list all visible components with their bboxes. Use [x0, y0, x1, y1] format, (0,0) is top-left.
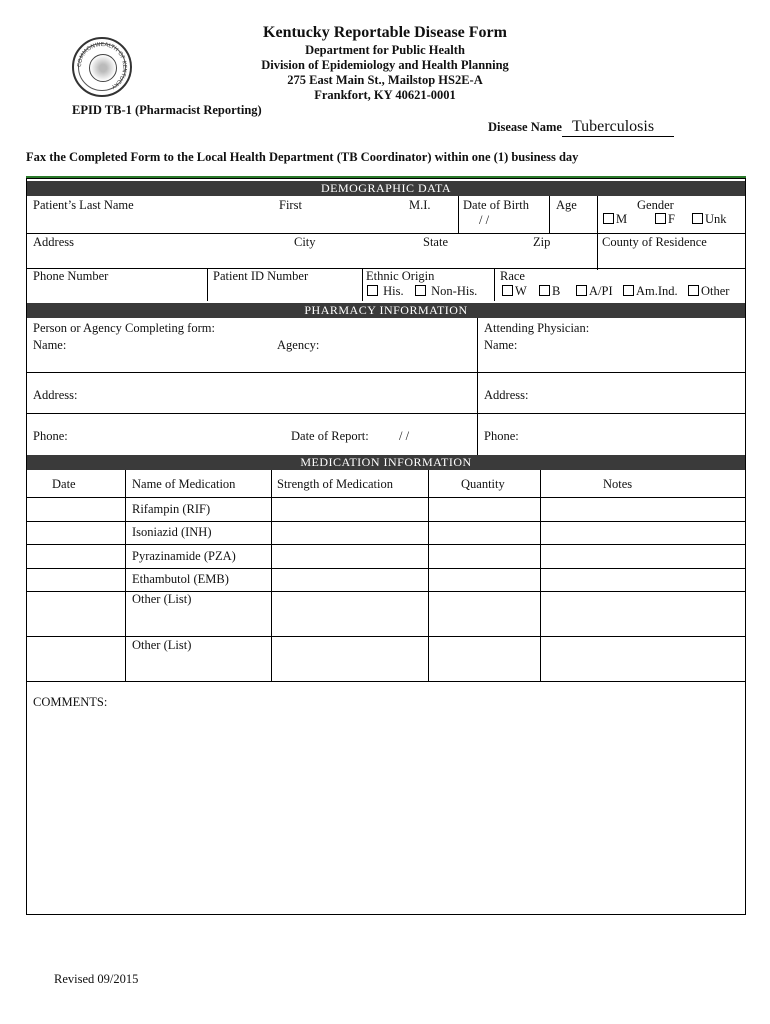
agency-label: Agency: — [277, 338, 320, 352]
gender-f-checkbox[interactable]: F — [655, 212, 675, 227]
comments-label: COMMENTS: — [33, 695, 108, 709]
dob-field[interactable]: / / — [479, 213, 490, 227]
division-name: Division of Epidemiology and Health Planning — [261, 58, 509, 72]
col-medication-header: Name of Medication — [132, 477, 236, 491]
report-form — [26, 178, 746, 915]
demographic-band: DEMOGRAPHIC DATA — [27, 181, 745, 196]
race-api-checkbox[interactable]: A/PI — [576, 284, 613, 299]
attending-address-label: Address: — [484, 388, 529, 402]
race-amind-checkbox[interactable]: Am.Ind. — [623, 284, 678, 299]
state-label: State — [423, 235, 448, 249]
ethnic-nonhis-checkbox[interactable]: Non-His. — [415, 284, 477, 299]
medication-row-other-2: Other (List) — [132, 638, 192, 652]
medication-band: MEDICATION INFORMATION — [27, 455, 745, 470]
col-notes-header: Notes — [603, 477, 633, 491]
checkbox-icon[interactable] — [539, 285, 550, 296]
attending-name-label: Name: — [484, 338, 518, 352]
disease-name-value: Tuberculosis — [562, 118, 674, 137]
checkbox-icon[interactable] — [502, 285, 513, 296]
checkbox-icon[interactable] — [688, 285, 699, 296]
pharmacy-band: PHARMACY INFORMATION — [27, 303, 745, 318]
phone-number-label: Phone Number — [33, 269, 109, 283]
medication-row-pza: Pyrazinamide (PZA) — [132, 549, 236, 563]
checkbox-icon[interactable] — [367, 285, 378, 296]
city-label: City — [294, 235, 316, 249]
checkbox-icon[interactable] — [692, 213, 703, 224]
gender-unk-checkbox[interactable]: Unk — [692, 212, 727, 227]
medication-row-other-1: Other (List) — [132, 592, 192, 606]
zip-label: Zip — [533, 235, 551, 249]
ethnic-his-checkbox[interactable]: His. — [367, 284, 404, 299]
county-label: County of Residence — [602, 235, 707, 249]
race-b-checkbox[interactable]: B — [539, 284, 560, 299]
date-of-report-field[interactable]: / / — [399, 429, 410, 443]
dob-label: Date of Birth — [463, 198, 529, 212]
col-quantity-header: Quantity — [461, 477, 505, 491]
form-title: Kentucky Reportable Disease Form — [263, 24, 507, 41]
kentucky-seal-logo — [72, 37, 132, 97]
ethnic-origin-label: Ethnic Origin — [366, 269, 435, 283]
mi-label: M.I. — [409, 198, 431, 212]
address-label: Address — [33, 235, 74, 249]
col-date-header: Date — [52, 477, 76, 491]
completer-phone-label: Phone: — [33, 429, 68, 443]
attending-physician-label: Attending Physician: — [484, 321, 590, 335]
person-completing-label: Person or Agency Completing form: — [33, 321, 215, 335]
medication-row-inh: Isoniazid (INH) — [132, 525, 212, 539]
seal-emblem — [89, 54, 117, 82]
checkbox-icon[interactable] — [623, 285, 634, 296]
first-name-label: First — [279, 198, 302, 212]
checkbox-icon[interactable] — [603, 213, 614, 224]
svg-text:COMMONWEALTH OF KENTUCKY: COMMONWEALTH OF KENTUCKY — [76, 41, 128, 90]
department-name: Department for Public Health — [305, 43, 465, 57]
epid-code: EPID TB-1 (Pharmacist Reporting) — [72, 103, 262, 117]
medication-row-rif: Rifampin (RIF) — [132, 502, 211, 516]
date-of-report-label: Date of Report: — [291, 429, 369, 443]
completer-name-label: Name: — [33, 338, 67, 352]
disease-name-label: Disease Name — [488, 120, 562, 134]
department-address: 275 East Main St., Mailstop HS2E-A — [287, 73, 483, 87]
race-other-checkbox[interactable]: Other — [688, 284, 729, 299]
last-name-label: Patient’s Last Name — [33, 198, 134, 212]
gender-label: Gender — [637, 198, 674, 212]
department-city: Frankfort, KY 40621-0001 — [314, 88, 456, 102]
fax-instructions: Fax the Completed Form to the Local Health Department (TB Coordinator) within one (1) business day — [26, 150, 579, 164]
medication-row-emb: Ethambutol (EMB) — [132, 572, 229, 586]
age-label: Age — [556, 198, 577, 212]
checkbox-icon[interactable] — [655, 213, 666, 224]
race-label: Race — [500, 269, 525, 283]
attending-phone-label: Phone: — [484, 429, 519, 443]
race-w-checkbox[interactable]: W — [502, 284, 527, 299]
revision-date: Revised 09/2015 — [54, 972, 139, 986]
checkbox-icon[interactable] — [415, 285, 426, 296]
col-strength-header: Strength of Medication — [277, 477, 393, 491]
completer-address-label: Address: — [33, 388, 78, 402]
patient-id-label: Patient ID Number — [213, 269, 309, 283]
gender-m-checkbox[interactable]: M — [603, 212, 627, 227]
checkbox-icon[interactable] — [576, 285, 587, 296]
disease-name-field[interactable] — [488, 118, 674, 137]
